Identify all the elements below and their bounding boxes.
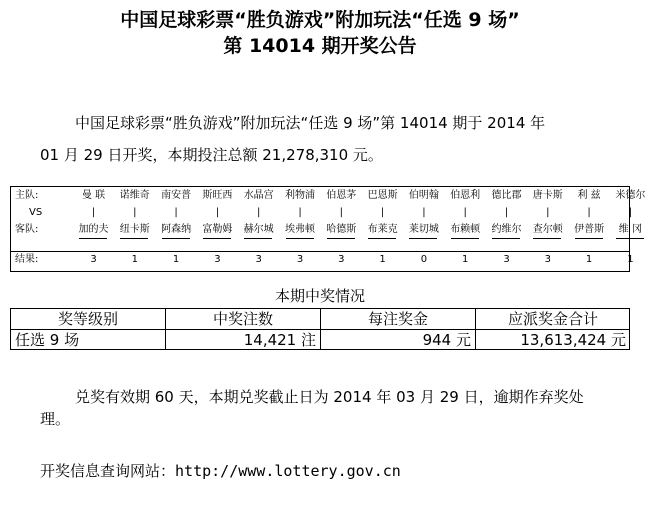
- away-team-name: 赫尔城: [243, 224, 274, 235]
- home-team-name: 巴恩斯: [367, 190, 398, 201]
- team-separator-line: [368, 238, 396, 239]
- away-team-name: 埃弗顿: [285, 224, 315, 235]
- prize-table: [10, 308, 630, 350]
- away-team-name: 哈德斯: [326, 224, 357, 235]
- home-team-name: 利物浦: [285, 190, 315, 201]
- team-separator-line: [79, 238, 107, 239]
- vs-mark: |: [339, 207, 343, 218]
- winning-count-value: 14,421 注: [243, 331, 316, 349]
- team-separator-line: [533, 238, 561, 239]
- website-label: 开奖信息查询网站：: [40, 462, 176, 480]
- match-result: 3: [544, 254, 551, 265]
- team-separator-line: [492, 238, 520, 239]
- team-separator-line: [120, 238, 148, 239]
- vs-mark: |: [628, 207, 633, 218]
- match-result: 3: [255, 254, 262, 265]
- home-team-name: 诺维奇: [119, 190, 150, 201]
- vs-mark: |: [257, 207, 261, 218]
- match-result: 1: [462, 254, 469, 265]
- away-label: 客队:: [15, 224, 39, 235]
- away-team-name: 加的夫: [78, 224, 109, 235]
- away-team-name: 约维尔: [491, 224, 522, 235]
- match-result: 3: [503, 254, 510, 265]
- vs-label: VS: [29, 207, 43, 218]
- result-label: 结果:: [15, 254, 39, 265]
- intro-line-2: 01 月 29 日开奖，本期投注总额 21,278,310 元。: [40, 146, 383, 164]
- home-team-name: 伯恩利: [450, 190, 481, 201]
- vs-mark: |: [91, 207, 96, 218]
- away-team-name: 伊普斯: [574, 224, 605, 235]
- match-result: 1: [131, 254, 138, 265]
- issue-title: 第 14014 期开奖公告: [223, 35, 417, 57]
- home-team-name: 伯恩茅: [326, 190, 357, 201]
- header-level: 奖等级别: [57, 310, 118, 328]
- home-team-name: 斯旺西: [202, 190, 233, 201]
- team-separator-line: [409, 238, 437, 239]
- away-team-name: 阿森纳: [161, 224, 192, 235]
- away-team-name: 莱切城: [408, 224, 439, 235]
- vs-mark: |: [504, 207, 509, 218]
- header-count: 中奖注数: [212, 310, 273, 328]
- match-result: 1: [379, 254, 386, 265]
- away-team-name: 富勒姆: [202, 224, 233, 235]
- home-team-name: 米德尔: [615, 190, 646, 201]
- website-line: [40, 462, 401, 480]
- vs-mark: |: [298, 207, 302, 218]
- home-label: 主队:: [15, 190, 39, 201]
- header-divider: [11, 329, 629, 330]
- away-team-name: 布莱克: [367, 224, 398, 235]
- team-separator-line: [575, 238, 603, 239]
- claim-notice-line-2: 理。: [40, 410, 71, 428]
- header-total: 应派奖金合计: [507, 310, 598, 328]
- match-result: 1: [585, 254, 593, 265]
- team-separator-line: [451, 238, 479, 239]
- total-payout-value: 13,613,424 元: [520, 331, 626, 349]
- home-team-name: 曼 联: [81, 190, 106, 201]
- vs-mark: |: [422, 207, 426, 218]
- vs-mark: |: [380, 207, 385, 218]
- team-separator-line: [203, 238, 231, 239]
- match-result: 3: [338, 254, 345, 265]
- team-separator-line: [616, 238, 644, 239]
- vs-mark: |: [463, 207, 467, 218]
- prize-section-title: 本期中奖情况: [274, 287, 365, 305]
- match-result: 1: [172, 254, 180, 265]
- home-team-name: 南安普: [161, 190, 192, 201]
- result-divider: [11, 251, 629, 252]
- match-results-table: [10, 186, 646, 272]
- away-team-name: 查尔顿: [532, 224, 563, 235]
- vs-mark: |: [587, 207, 591, 218]
- vs-mark: |: [546, 207, 550, 218]
- team-separator-line: [244, 238, 272, 239]
- per-bet-amount-value: 944 元: [422, 331, 471, 349]
- match-result: 3: [90, 254, 97, 265]
- home-team-name: 唐卡斯: [532, 190, 563, 201]
- vs-mark: |: [174, 207, 178, 218]
- website-link[interactable]: http://www.lottery.gov.cn: [175, 462, 401, 480]
- match-result: 3: [214, 254, 221, 265]
- team-separator-line: [286, 238, 314, 239]
- team-separator-line: [162, 238, 190, 239]
- away-team-name: 布赖顿: [450, 224, 481, 235]
- vs-mark: |: [215, 207, 220, 218]
- prize-level-value: 任选 9 场: [15, 331, 80, 349]
- away-team-name: 纽卡斯: [119, 224, 150, 235]
- header-amount: 每注奖金: [367, 310, 428, 328]
- match-result: 3: [296, 254, 304, 265]
- home-team-name: 伯明翰: [408, 190, 439, 201]
- claim-notice-line-1: 兑奖有效期 60 天，本期兑奖截止日为 2014 年 03 月 29 日，逾期作弃奖处: [75, 388, 584, 406]
- home-team-name: 德比郡: [491, 190, 522, 201]
- match-result: 1: [627, 254, 634, 265]
- intro-line-1: 中国足球彩票“胜负游戏”附加玩法“任选 9 场”第 14014 期于 2014 年: [75, 114, 546, 132]
- team-separator-line: [327, 238, 355, 239]
- divider-dash-row: [11, 238, 629, 239]
- home-team-name: 利 兹: [577, 190, 601, 201]
- home-team-name: 水晶宫: [243, 190, 274, 201]
- vs-mark: |: [133, 207, 137, 218]
- match-result: 0: [420, 254, 428, 265]
- announcement-title: 中国足球彩票“胜负游戏”附加玩法“任选 9 场”: [120, 9, 520, 31]
- away-team-name: 维 冈: [618, 224, 642, 235]
